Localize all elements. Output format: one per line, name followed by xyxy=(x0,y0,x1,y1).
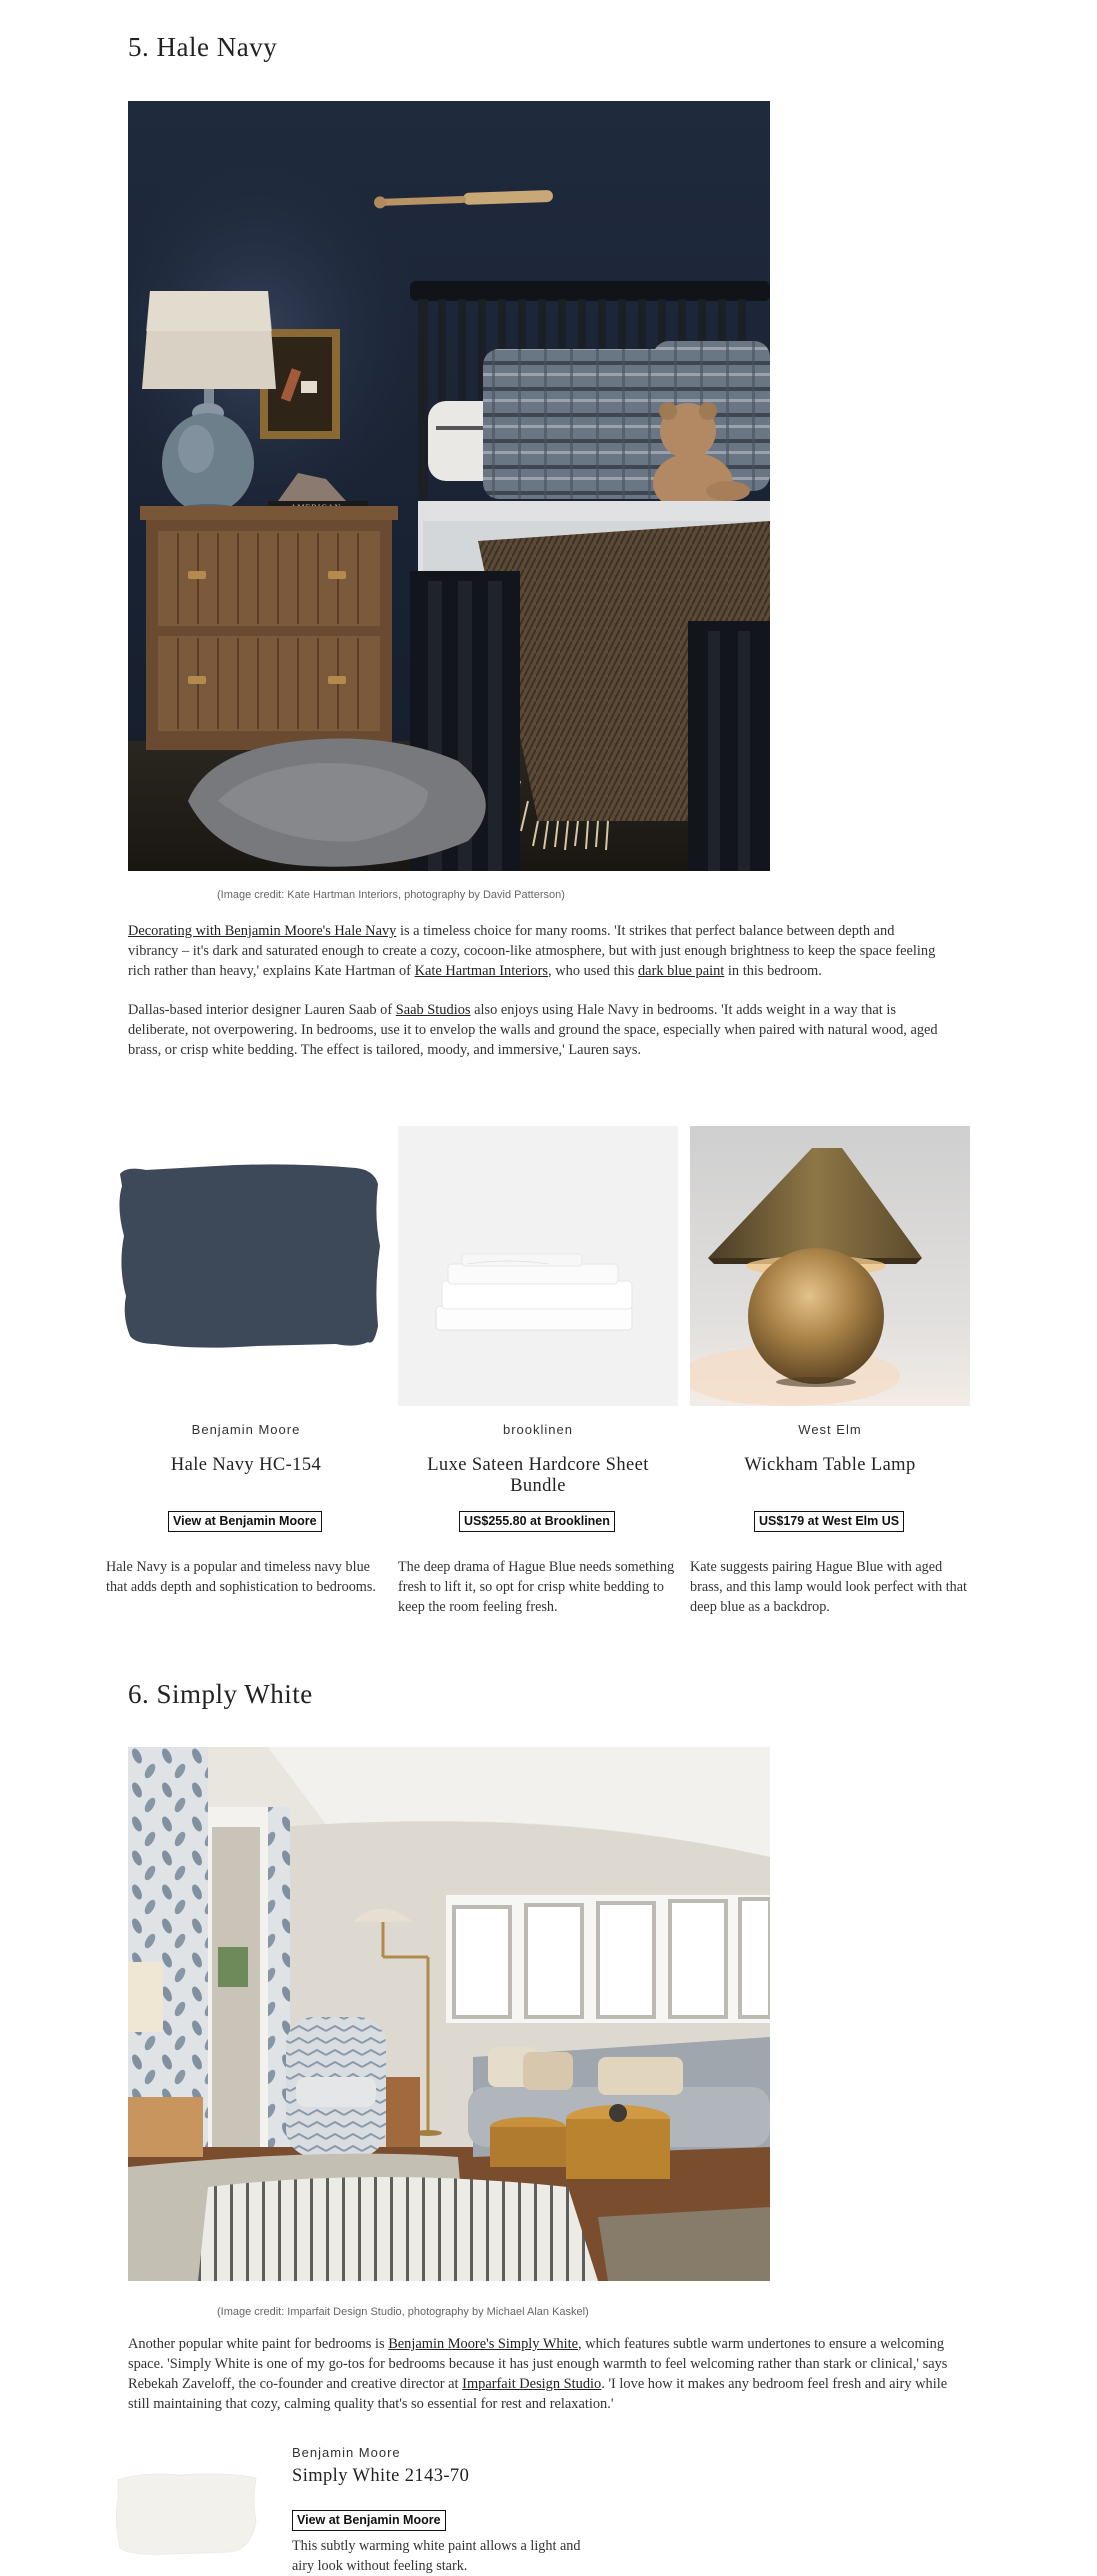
product-image-sateen-sheets[interactable] xyxy=(398,1126,678,1406)
product-description-simply-white: This subtly warming white paint allows a light and airy look without feeling stark. xyxy=(292,2538,581,2574)
paragraph-simply-white-intro: Another popular white paint for bedrooms is Benjamin Moore's Simply White, which features subtle warm undertones to ensure a welcoming space. 'Simply White is one of my go-tos for bedrooms because it has just enough warmth to feel welcoming rather than stark or clinical,' says Rebekah Zaveloff, the co-founder and creative director at Imparfait Design Studio. 'I love how it makes any bedroom feel fresh and airy while still maintaining that cozy, calming quality that's so essential for rest and relaxation.' xyxy=(128,2336,948,2412)
product-brand-brooklinen: brooklinen xyxy=(503,1422,573,1437)
product-image-hale-navy-swatch[interactable] xyxy=(106,1126,386,1406)
product-description-hale-navy: Hale Navy is a popular and timeless navy blue that adds depth and sophistication to bedrooms. xyxy=(106,1559,376,1595)
buy-at-west-elm-button[interactable]: US$179 at West Elm US xyxy=(754,1511,904,1532)
product-image-wickham-lamp[interactable] xyxy=(690,1126,970,1406)
hale-navy-swatch-shape xyxy=(119,1164,380,1347)
view-at-benjamin-moore-button[interactable]: View at Benjamin Moore xyxy=(168,1511,322,1532)
view-simply-white-at-benjamin-moore-button[interactable]: View at Benjamin Moore xyxy=(292,2510,446,2531)
link-kate-hartman-interiors[interactable]: Kate Hartman Interiors xyxy=(414,963,549,979)
image-caption-hale-navy: (Image credit: Kate Hartman Interiors, photography by David Patterson) xyxy=(217,889,565,901)
product-description-wickham-lamp: Kate suggests pairing Hague Blue with aged brass, and this lamp would look perfect with that deep blue as a backdrop. xyxy=(690,1559,967,1615)
product-name-hale-navy[interactable]: Hale Navy HC-154 xyxy=(170,1455,322,1475)
product-name-simply-white[interactable]: Simply White 2143-70 xyxy=(292,2466,470,2486)
product-name-sateen-sheets[interactable]: Luxe Sateen Hardcore Sheet Bundle xyxy=(427,1455,649,1496)
product-brand-benjamin-moore-simply-white: Benjamin Moore xyxy=(292,2445,401,2460)
link-decorating-hale-navy[interactable]: Decorating with Benjamin Moore's Hale Navy xyxy=(128,923,397,939)
product-brand-west-elm: West Elm xyxy=(798,1422,862,1437)
simply-white-swatch-shape xyxy=(116,2474,256,2554)
simply-white-bedroom-photo xyxy=(128,1747,770,2281)
link-benjamin-moore-simply-white[interactable]: Benjamin Moore's Simply White xyxy=(388,2336,578,2352)
link-imparfait-design-studio[interactable]: Imparfait Design Studio xyxy=(462,2376,602,2392)
link-dark-blue-paint[interactable]: dark blue paint xyxy=(637,963,725,979)
image-caption-simply-white: (Image credit: Imparfait Design Studio, photography by Michael Alan Kaskel) xyxy=(217,2306,589,2318)
paragraph-hale-navy-intro: Decorating with Benjamin Moore's Hale Navy is a timeless choice for many rooms. 'It strikes that perfect balance between depth and vibrancy – it's dark and saturated enough to create a cozy, cocoon-like atmosphere, but with just enough brightness to keep the space feeling rich rather than heavy,' explains Kate Hartman of Kate Hartman Interiors, who used this dark blue paint in this bedroom. xyxy=(128,923,936,979)
product-description-sateen-sheets: The deep drama of Hague Blue needs something fresh to lift it, so opt for crisp white bedding to keep the room feeling fresh. xyxy=(398,1559,675,1615)
link-saab-studios[interactable]: Saab Studios xyxy=(395,1002,471,1018)
product-brand-benjamin-moore: Benjamin Moore xyxy=(191,1422,301,1437)
paragraph-lauren-saab-quote: Dallas-based interior designer Lauren Saab of Saab Studios also enjoys using Hale Navy in bedrooms. 'It adds weight in a way that is deliberate, not overpowering. In bedrooms, use it to envelop the walls and ground the space, especially when paired with natural wood, aged brass, or crisp white bedding. The effect is tailored, moody, and immersive,' Lauren says. xyxy=(128,1002,938,1058)
section-title-simply-white: 6. Simply White xyxy=(128,1679,313,1709)
section-title-hale-navy: 5. Hale Navy xyxy=(128,32,278,62)
product-name-wickham-lamp[interactable]: Wickham Table Lamp xyxy=(744,1455,916,1475)
hale-navy-bedroom-photo xyxy=(128,101,770,871)
buy-at-brooklinen-button[interactable]: US$255.80 at Brooklinen xyxy=(459,1511,615,1532)
product-image-simply-white-swatch[interactable] xyxy=(110,2460,260,2560)
